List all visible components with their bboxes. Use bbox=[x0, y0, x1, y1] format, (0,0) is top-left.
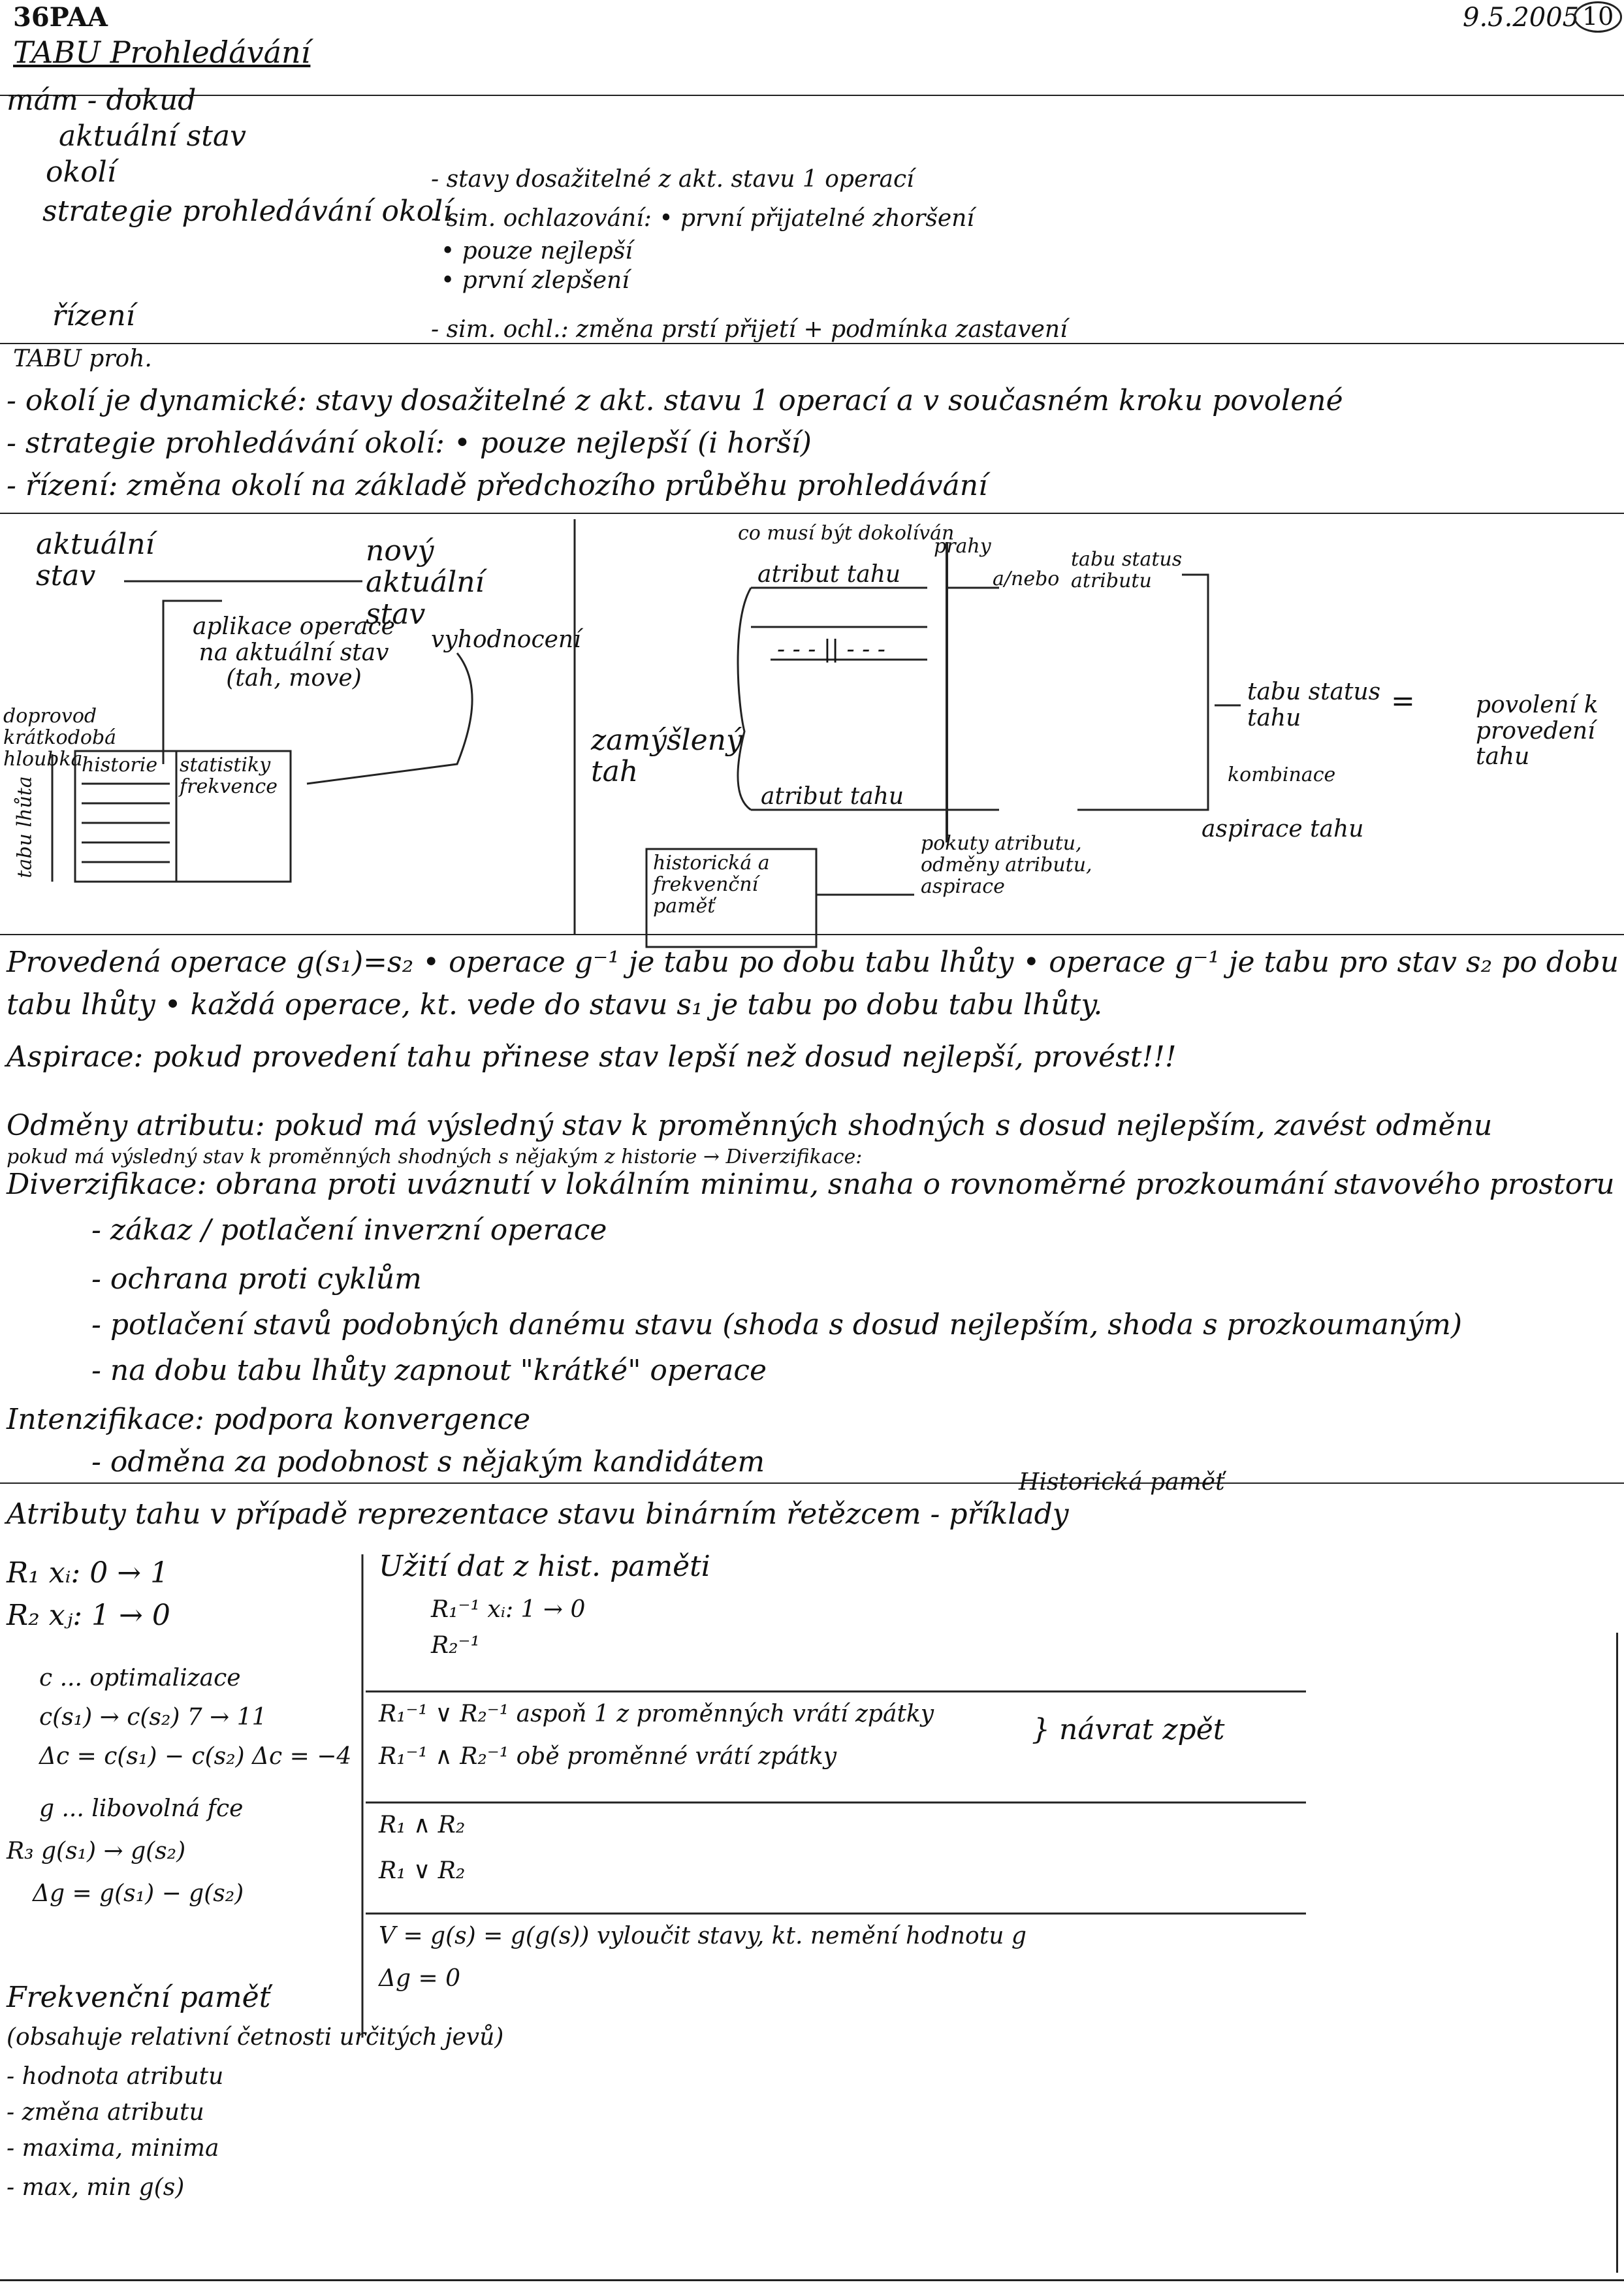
tabu-b1: - okolí je dynamické: stavy dosažitelné z akt. stavu 1 operací a v současném kroku povolené bbox=[7, 384, 1343, 417]
dr-pamet: historická a frekvenční paměť bbox=[653, 852, 770, 918]
dl-aplikace: aplikace operace na aktuální stav (tah, move) bbox=[193, 613, 395, 692]
dl-kratka: doprovod krátkodobá hloubka bbox=[3, 705, 117, 771]
dr-co-musi: co musí být dokolíván bbox=[738, 522, 955, 545]
dr-povoleni: povolení k provedení tahu bbox=[1476, 692, 1599, 771]
freq-f5: - maxima, minima bbox=[7, 2135, 219, 2162]
use-u3: R₂⁻¹ bbox=[431, 1632, 480, 1659]
dr-kombinace: kombinace bbox=[1228, 763, 1336, 786]
bottom-title: Atributy tahu v případě reprezentace stavu binárním řetězcem - příklady bbox=[7, 1498, 1069, 1531]
dl-aktualni: aktuální stav bbox=[36, 528, 155, 593]
date: 9.5.2005 bbox=[1463, 3, 1580, 33]
use-u8: V = g(s) = g(g(s)) vyloučit stavy, kt. nemění hodnotu g bbox=[379, 1923, 1027, 1949]
use-u2: R₁⁻¹ xᵢ: 1 → 0 bbox=[431, 1596, 586, 1623]
rule-p3b: pokud má výsledný stav k proměnných shodných s nějakým z historie → Diverzifikace: bbox=[7, 1146, 863, 1168]
rule-d1: - zákaz / potlačení inverzní operace bbox=[91, 1213, 607, 1247]
rule-i1: - odměna za podobnost s nějakým kandidátem bbox=[91, 1445, 765, 1479]
use-navrat: } návrat zpět bbox=[1032, 1713, 1225, 1746]
rule-p3a: Odměny atributu: pokud má výsledný stav k proměnných shodných s dosud nejlepším, zavést odměnu bbox=[7, 1109, 1493, 1142]
dr-vystup: pokuty atributu, odměny atributu, aspirace bbox=[921, 832, 1092, 898]
intro-l1: mám - dokud bbox=[7, 84, 197, 117]
attr-g1: g ... libovolná fce bbox=[39, 1795, 244, 1822]
attr-c3: Δc = c(s₁) − c(s₂) Δc = −4 bbox=[39, 1743, 352, 1770]
rule-d3: - potlačení stavů podobných danému stavu (shoda s dosud nejlepším, shoda s prozkoumaným) bbox=[91, 1308, 1463, 1341]
attr-c1: c ... optimalizace bbox=[39, 1665, 241, 1691]
page-title: TABU Prohledávání bbox=[13, 35, 311, 70]
intro-l3: okolí bbox=[46, 155, 116, 189]
rule-p2: Aspirace: pokud provedení tahu přinese stav lepší než dosud nejlepší, provést!!! bbox=[7, 1040, 1177, 1074]
attr-g2: R₃ g(s₁) → g(s₂) bbox=[7, 1838, 186, 1865]
use-u7: R₁ ∨ R₂ bbox=[379, 1857, 466, 1884]
dr-dash: - - - || - - - bbox=[777, 636, 885, 663]
intro-l4: strategie prohledávání okolí bbox=[42, 195, 453, 228]
dl-statistiky: statistiky frekvence bbox=[180, 754, 278, 798]
freq-f3: - hodnota atributu bbox=[7, 2063, 224, 2090]
use-u4: R₁⁻¹ ∨ R₂⁻¹ aspoň 1 z proměnných vrátí zpátky bbox=[379, 1701, 934, 1727]
dl-novy: nový aktuální stav bbox=[366, 534, 485, 631]
use-u1: Užití dat z hist. paměti bbox=[379, 1550, 710, 1583]
tabu-b2: - strategie prohledávání okolí: • pouze nejlepší (i horší) bbox=[7, 426, 812, 460]
dr-prahy: prahy bbox=[934, 535, 991, 558]
dl-tabu-lhuta: tabu lhůta bbox=[13, 776, 37, 878]
use-u9: Δg = 0 bbox=[379, 1965, 460, 1992]
intro-r3: • pouze nejlepší bbox=[441, 238, 633, 264]
dr-aspirace: aspirace tahu bbox=[1202, 816, 1364, 842]
freq-f2: (obsahuje relativní četnosti určitých jevů) bbox=[7, 2024, 504, 2051]
dl-historie: historie bbox=[82, 754, 158, 777]
intro-r4: • první zlepšení bbox=[441, 267, 629, 294]
dr-atribut1: atribut tahu bbox=[757, 561, 901, 588]
attr-c2: c(s₁) → c(s₂) 7 → 11 bbox=[39, 1704, 267, 1731]
rule-p4: Diverzifikace: obrana proti uváznutí v lokálním minimu, snaha o rovnoměrné prozkoumání stavového prostoru bbox=[7, 1168, 1615, 1201]
intro-r5: - sim. ochl.: změna prstí přijetí + podmínka zastavení bbox=[431, 316, 1068, 343]
rule-p5: Intenzifikace: podpora konvergence bbox=[7, 1403, 531, 1436]
use-u6: R₁ ∧ R₂ bbox=[379, 1812, 466, 1838]
tabu-title: TABU proh. bbox=[13, 345, 152, 372]
dr-atribut2: atribut tahu bbox=[761, 783, 904, 810]
freq-f1: Frekvenční paměť bbox=[7, 1981, 271, 2014]
divider bbox=[0, 95, 1624, 96]
course-code: 36PAA bbox=[13, 2, 108, 33]
attr-g3: Δg = g(s₁) − g(s₂) bbox=[33, 1880, 244, 1907]
rule-d2: - ochrana proti cyklům bbox=[91, 1262, 422, 1296]
dl-vyhodnoceni: vyhodnocení bbox=[431, 626, 581, 653]
dr-anebo: a/nebo bbox=[993, 568, 1060, 590]
page-edge bbox=[1616, 1633, 1618, 2273]
freq-f6: - max, min g(s) bbox=[7, 2174, 185, 2201]
dr-tabu-status-atr: tabu status atributu bbox=[1071, 548, 1183, 592]
use-u5: R₁⁻¹ ∧ R₂⁻¹ obě proměnné vrátí zpátky bbox=[379, 1743, 837, 1770]
bottom-hist-label: Historická paměť bbox=[1019, 1469, 1225, 1496]
intro-l5: řízení bbox=[52, 299, 135, 332]
rule-p1a: Provedená operace g(s₁)=s₂ • operace g⁻¹ je tabu po dobu tabu lhůty • operace g⁻¹ je tabu pro stav s₂ po dobu bbox=[7, 946, 1619, 979]
intro-l2: aktuální stav bbox=[59, 120, 246, 153]
freq-f4: - změna atributu bbox=[7, 2099, 204, 2126]
dr-equals: = bbox=[1391, 684, 1415, 718]
intro-r1: - stavy dosažitelné z akt. stavu 1 operací bbox=[431, 166, 914, 193]
rule-d4: - na dobu tabu lhůty zapnout "krátké" operace bbox=[91, 1354, 767, 1387]
dr-tabu-status-tahu: tabu status tahu bbox=[1247, 679, 1381, 731]
attr-a2: R₂ xⱼ: 1 → 0 bbox=[7, 1599, 170, 1632]
tabu-b3: - řízení: změna okolí na základě předchozího průběhu prohledávání bbox=[7, 469, 988, 502]
rule-p1b: tabu lhůty • každá operace, kt. vede do stavu s₁ je tabu po dobu tabu lhůty. bbox=[7, 988, 1103, 1021]
intro-r2: - sim. ochlazování: • první přijatelné zhoršení bbox=[431, 205, 974, 232]
attr-a1: R₁ xᵢ: 0 → 1 bbox=[7, 1556, 169, 1590]
dr-zamysleny: zamýšlený tah bbox=[591, 724, 742, 789]
page-number: 10 bbox=[1574, 1, 1622, 33]
